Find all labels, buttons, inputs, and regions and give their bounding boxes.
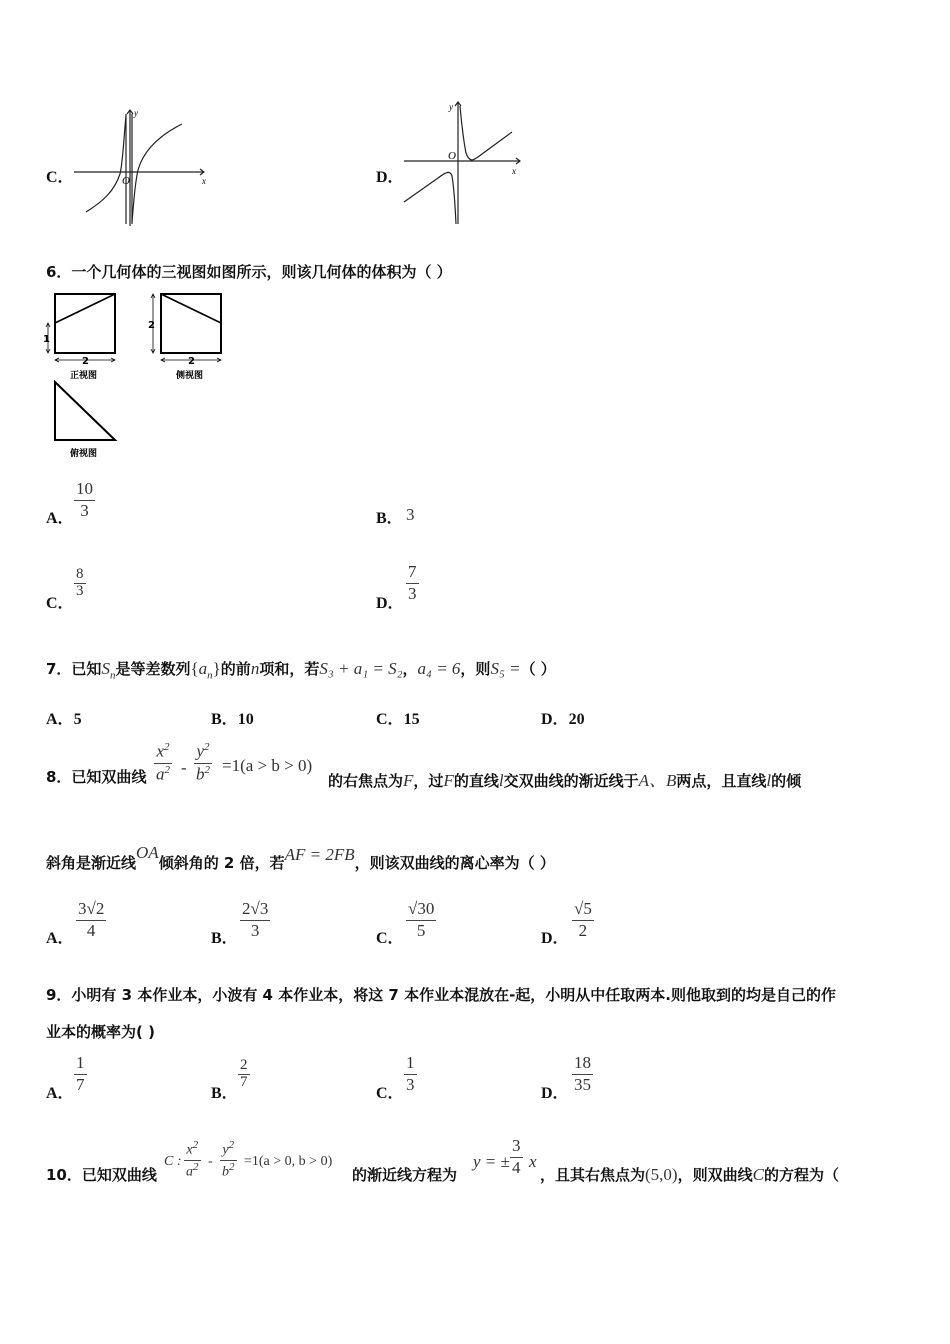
q10-asym-frac: 3 4 [512, 1136, 521, 1177]
q6-option-b-label: B． [376, 510, 403, 527]
q5-graph-d [402, 98, 532, 228]
q8-option-c-label: C． [376, 930, 404, 947]
q5-option-c-label: C． [46, 169, 74, 186]
three-view-figure [40, 290, 240, 460]
q7-eq3: S₅ = [490, 659, 521, 678]
q9-option-d-value: 18 35 [574, 1053, 591, 1094]
front-view-label: 正视图 [70, 371, 98, 381]
q5-c-xlabel: x [202, 176, 206, 186]
q8-prefix: 8．已知双曲线 [46, 768, 147, 786]
q5-c-ylabel: y [134, 108, 138, 118]
q9-option-a-label: A． [46, 1085, 74, 1102]
q9-option-d-label: D． [541, 1085, 569, 1102]
q7-eq1: S₃ + a₁ = S₂ [319, 659, 403, 678]
q6-option-c-label: C． [46, 595, 74, 612]
q10-condition: =1(a > 0, b > 0) [244, 1154, 333, 1169]
q9-line2: 业本的概率为( ) [46, 1023, 155, 1041]
q10-prefix: 10．已知双曲线 [46, 1166, 157, 1184]
dim-2-side-width: 2 [188, 356, 195, 367]
q5-option-d-label: D． [376, 169, 404, 186]
q8-frac-y2-b2: $y^2$ $b^2$ [196, 741, 210, 784]
q7-option-b: B．10 [211, 711, 254, 728]
q10-frac-y2-b2: $y^2$ $b^2$ [222, 1139, 235, 1180]
top-view-label: 俯视图 [70, 449, 98, 459]
q8-option-b-label: B． [211, 930, 238, 947]
q10-asym-lhs: y = ± [473, 1152, 510, 1171]
q7-option-a: A．5 [46, 711, 82, 728]
q10-c: C : [164, 1154, 182, 1169]
side-view-label: 侧视图 [176, 371, 204, 381]
q8-line2: 斜角是渐近线OA倾斜角的 2 倍，若AF = 2FB，则该双曲线的离心率为（ ） [46, 843, 555, 872]
q8-option-a-label: A． [46, 930, 74, 947]
q8-option-d-value: √5 2 [574, 899, 592, 940]
q6-option-d-value: 7 3 [408, 562, 417, 603]
q7-stem: 7．已知$S_n$是等差数列$\{a_n\}$的前n项和，若S₃ + a₁ = S₂，a₄ = 6，则S₅ =（ ） [46, 659, 556, 682]
q8-minus: - [181, 758, 187, 777]
q5-d-origin: O [448, 150, 456, 162]
q7-option-d: D．20 [541, 711, 585, 728]
q9-option-b-value: $\frac{2}{7}$ [240, 1057, 248, 1090]
q5-d-ylabel: y [449, 102, 453, 112]
q8-option-d-label: D． [541, 930, 569, 947]
q10-minus: - [208, 1154, 213, 1169]
q9-option-b-label: B． [211, 1085, 238, 1102]
q8-option-c-value: √30 5 [408, 899, 435, 940]
q8-line1-rest: 的右焦点为F，过F的直线l交双曲线的渐近线于A、B两点，且直线l的倾 [328, 771, 802, 790]
q9-option-c-value: 1 3 [406, 1053, 415, 1094]
q10-rest: ，且其右焦点为(5,0)，则双曲线C的方程为（ [540, 1165, 839, 1184]
q5-d-xlabel: x [512, 166, 516, 176]
q6-option-d-label: D． [376, 595, 404, 612]
dim-2-side-height: 2 [148, 320, 155, 331]
q9-option-a-value: 1 7 [76, 1053, 85, 1094]
dim-2-front: 2 [82, 356, 89, 367]
q8-option-a-value: 3√2 4 [78, 899, 105, 940]
q7-eq2: a₄ = 6 [417, 659, 461, 678]
q9-option-c-label: C． [376, 1085, 404, 1102]
q9-line1: 9．小明有 3 本作业本，小波有 4 本作业本，将这 7 本作业本混放在-起，小明从中任取两本.则他取到的均是自己的作 [46, 986, 837, 1004]
q8-option-b-value: 2√3 3 [242, 899, 269, 940]
dim-1: 1 [43, 334, 50, 345]
q5-c-origin: O [122, 175, 130, 187]
q10-frac-x2-a2: $x^2$ $a^2$ [186, 1139, 199, 1180]
q6-option-c-value: $\frac{8}{3}$ [76, 566, 84, 599]
q6-option-a-value: 10 3 [76, 479, 93, 520]
q6-stem: 6．一个几何体的三视图如图所示，则该几何体的体积为（ ） [46, 263, 452, 281]
q10-asym-x: x [529, 1152, 537, 1171]
q8-frac-x2-a2: $x^2$ $a^2$ [156, 741, 170, 784]
q6-option-b-value: 3 [406, 505, 415, 524]
q6-option-a-label: A． [46, 510, 74, 527]
q7-seq: $\{a_n\}$ [190, 659, 221, 682]
q8-condition: =1(a > b > 0) [222, 756, 313, 775]
q5-graph-c [72, 104, 212, 234]
q7-sn: $S_n$ [101, 659, 116, 682]
q10-t1: 的渐近线方程为 [352, 1166, 458, 1184]
q7-option-c: C．15 [376, 711, 420, 728]
